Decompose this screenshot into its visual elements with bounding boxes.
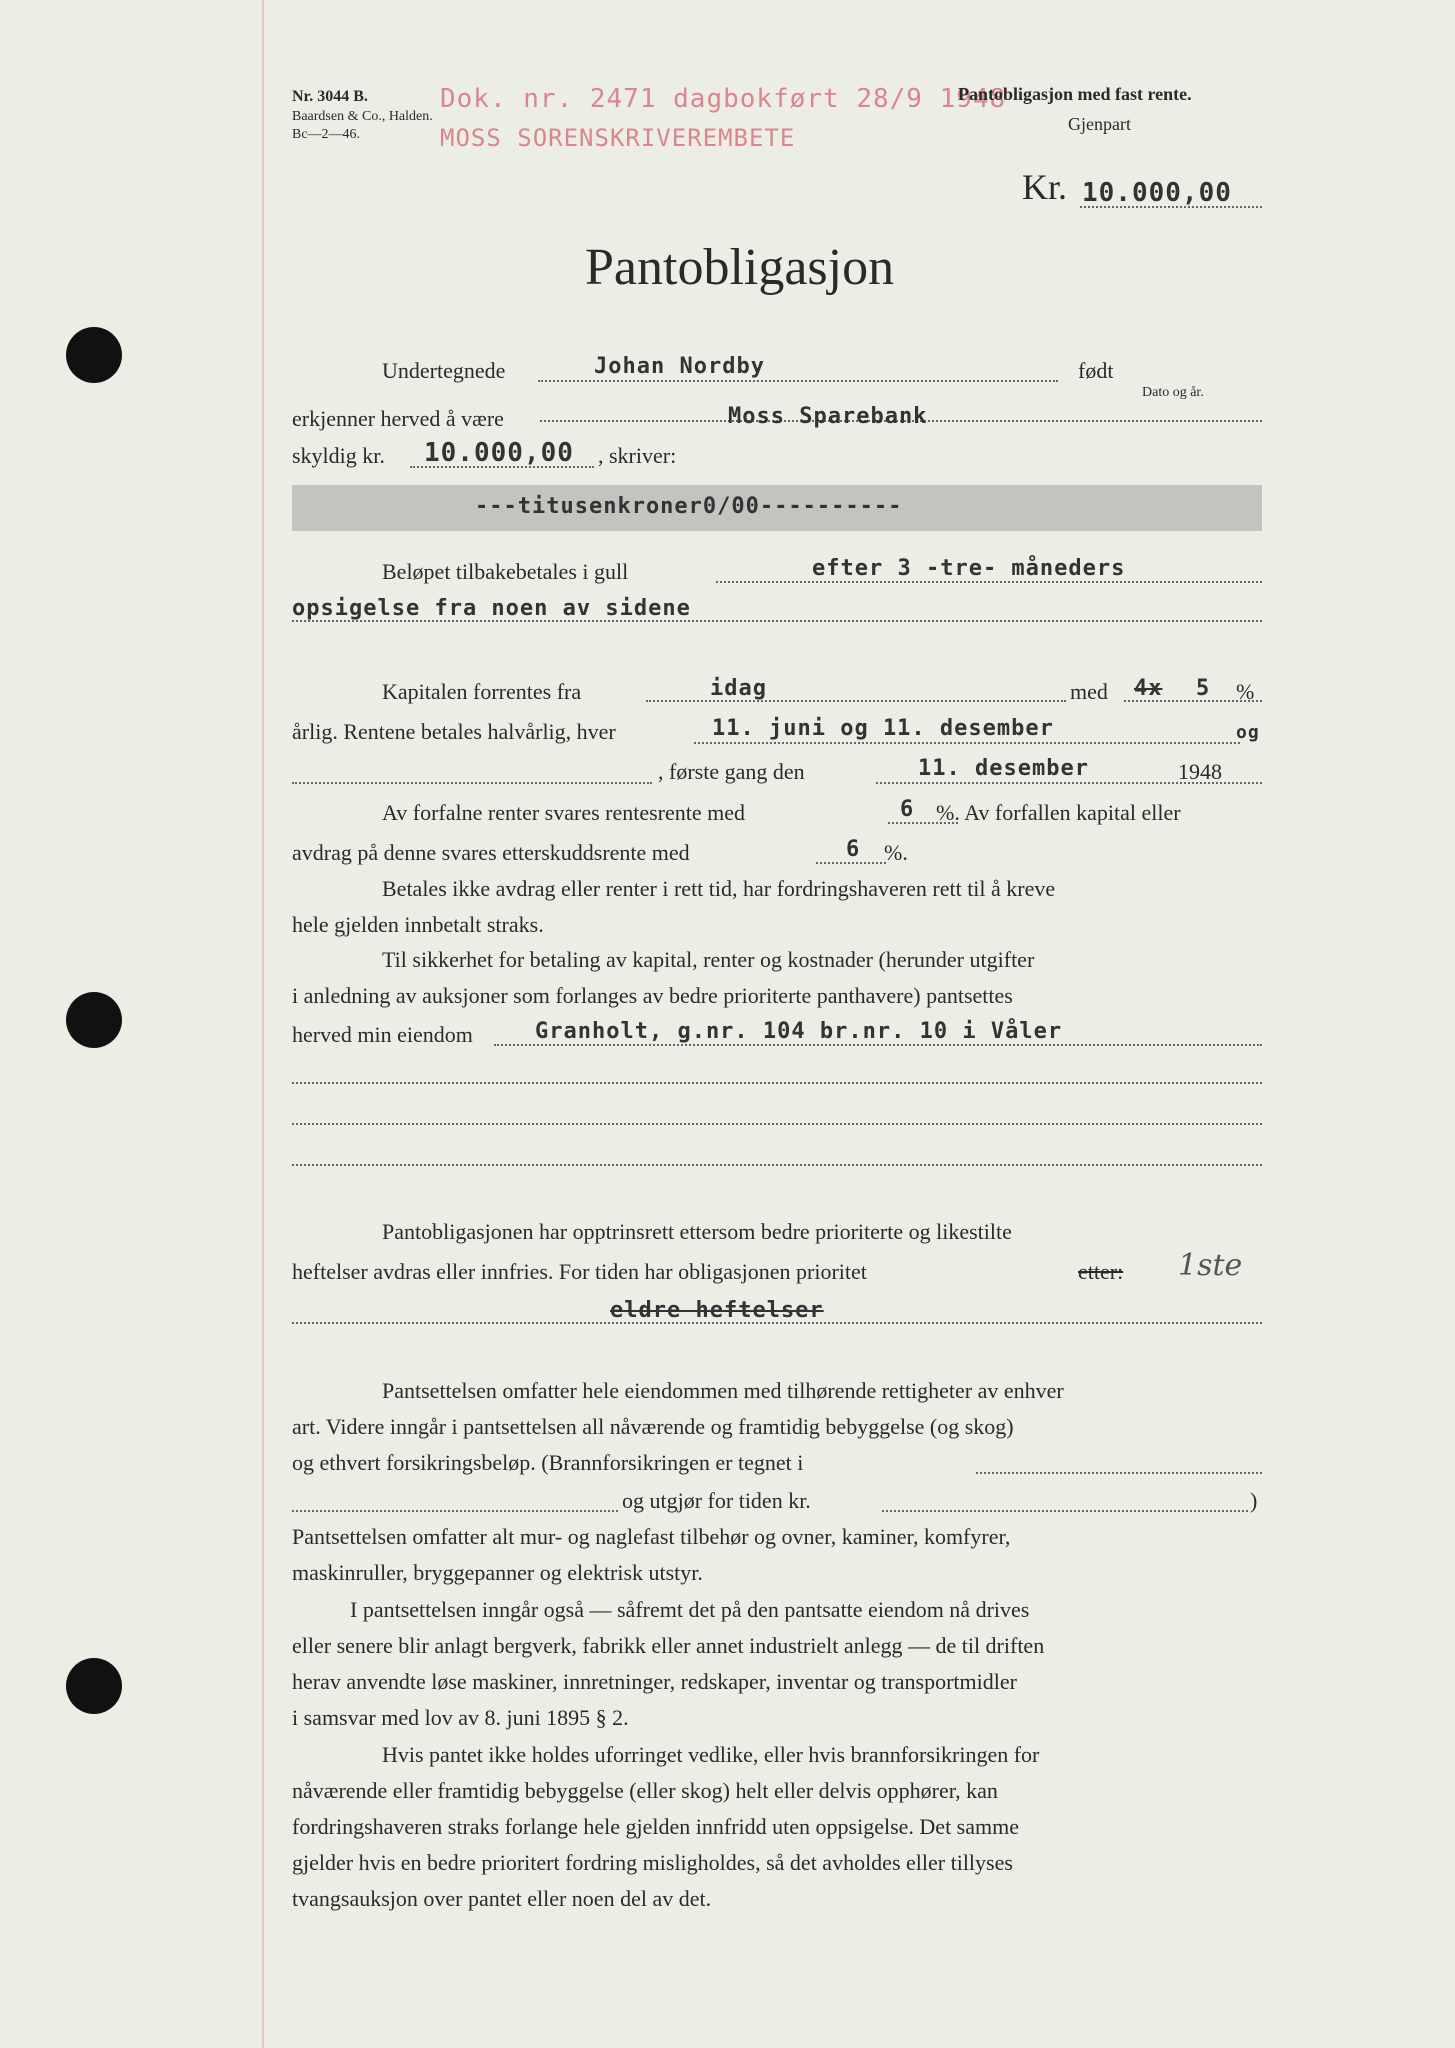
copy-label: Gjenpart [1068,114,1131,134]
industry-line-4: i samsvar med lov av 8. juni 1895 § 2. [292,1705,629,1730]
maintenance-line-5: tvangsauksjon over pantet eller noen del av det. [292,1886,712,1911]
priority-handwritten: 1ste [1178,1248,1243,1283]
amount-in-words: ---titusenkroner0/00---------- [475,494,903,519]
pct-sign: % [1236,679,1255,704]
owed-amount: 10.000,00 [424,438,574,468]
industry-line-1: I pantsettelsen inngår også — såfremt det på den pantsatte eiendom nå drives [350,1597,1030,1622]
property-label: herved min eiendom [292,1022,473,1047]
interest-rate: 5 [1196,676,1211,701]
acknowledge-label: erkjenner herved å være [292,406,504,431]
born-label: født [1078,358,1114,383]
punch-hole-top [66,327,122,383]
amount-prefix: Kr. [1022,167,1067,207]
priority-older-struck: eldre heftelser [610,1298,824,1323]
repayment-label: Beløpet tilbakebetales i gull [382,559,629,584]
scope-line-3: og ethvert forsikringsbeløp. (Brannforsikringen er tegnet i [292,1450,804,1475]
scope-line-5: Pantsettelsen omfatter alt mur- og naglefast tilbehør og ovner, kaminer, komfyrer, [292,1524,1011,1549]
compound-rate: 6 [900,797,915,822]
punch-hole-middle [66,992,122,1048]
court-stamp: MOSS SORENSKRIVEREMBETE [440,124,796,152]
first-time-label: , første gang den [658,759,805,784]
late-rate: 6 [846,837,861,862]
security-line-2: i anledning av auksjoner som forlanges av bedre prioriterte panthavere) pantsettes [292,983,1013,1008]
overdue-label: %. Av forfallen kapital eller [936,800,1181,825]
debtor-label: Undertegnede [382,358,506,383]
default-line-1: Betales ikke avdrag eller renter i rett tid, har fordringshaveren rett til å kreve [382,876,1056,901]
priority-line-2: heftelser avdras eller innfries. For tiden har obligasjonen prioritet [292,1259,867,1284]
priority-line-1: Pantobligasjonen har opptrinsrett ettersom bedre prioriterte og likestilte [382,1219,1012,1244]
print-code: Bc—2—46. [292,127,361,142]
priority-struck: etter: [1078,1259,1124,1284]
first-date: 11. desember [918,756,1089,781]
form-number: Nr. 3044 B. [292,88,368,105]
first-year: 1948 [1178,759,1222,784]
late-pct: %. [884,840,908,865]
scope-line-1: Pantsettelsen omfatter hele eiendommen med tilhørende rettigheter av enhver [382,1378,1064,1403]
printer-name: Baardsen & Co., Halden. [292,109,433,124]
security-line-1: Til sikkerhet for betaling av kapital, renter og kostnader (herunder utgifter [382,947,1035,972]
creditor-name: Moss Sparebank [728,404,928,429]
margin-line [262,0,264,2048]
scope-close-paren: ) [1250,1488,1258,1513]
with-label: med [1070,679,1108,704]
payment-label: årlig. Rentene betales halvårlig, hver [292,719,616,744]
scope-line-4: og utgjør for tiden kr. [622,1488,811,1513]
property-value: Granholt, g.nr. 104 br.nr. 10 i Våler [535,1019,1063,1044]
industry-line-2: eller senere blir anlagt bergverk, fabrikk eller annet industrielt anlegg — de til driften [292,1633,1045,1658]
maintenance-line-3: fordringshaveren straks forlange hele gjelden innfridd uten oppsigelse. Det samme [292,1814,1019,1839]
default-line-2: hele gjelden innbetalt straks. [292,912,544,937]
owed-label: skyldig kr. [292,443,385,468]
page-title: Pantobligasjon [585,239,895,296]
maintenance-line-1: Hvis pantet ikke holdes uforringet vedlike, eller hvis brannforsikringen for [382,1742,1040,1767]
struck-rate: 4x [1134,676,1163,701]
date-hint: Dato og år. [1142,385,1204,400]
compound-label: Av forfalne renter svares rentesrente med [382,800,746,825]
repayment-terms-1: efter 3 -tre- måneders [812,556,1126,581]
and-word: og [1236,722,1260,743]
writes-label: , skriver: [598,443,677,468]
payment-dates: 11. juni og 11. desember [712,716,1054,741]
industry-line-3: herav anvendte løse maskiner, innretninger, redskaper, inventar og transportmidler [292,1669,1017,1694]
scope-line-6: maskinruller, bryggepanner og elektrisk utstyr. [292,1560,703,1585]
debtor-name: Johan Nordby [594,354,765,379]
scope-line-2: art. Videre inngår i pantsettelsen all nåværende og framtidig bebyggelse (og skog) [292,1414,1014,1439]
punch-hole-bottom [66,1658,122,1714]
form-type: Pantobligasjon med fast rente. [958,84,1192,104]
registration-stamp: Dok. nr. 2471 dagbokført 28/9 1948 [440,84,1007,114]
maintenance-line-4: gjelder hvis en bedre prioritert fordring misligholdes, så det avholdes eller tillyses [292,1850,1013,1875]
interest-from: idag [710,676,767,701]
maintenance-line-2: nåværende eller framtidig bebyggelse (eller skog) helt eller delvis opphører, kan [292,1778,998,1803]
repayment-terms-2: opsigelse fra noen av sidene [292,596,691,621]
interest-from-label: Kapitalen forrentes fra [382,679,582,704]
header-amount: 10.000,00 [1082,178,1232,208]
late-label: avdrag på denne svares etterskuddsrente med [292,840,690,865]
